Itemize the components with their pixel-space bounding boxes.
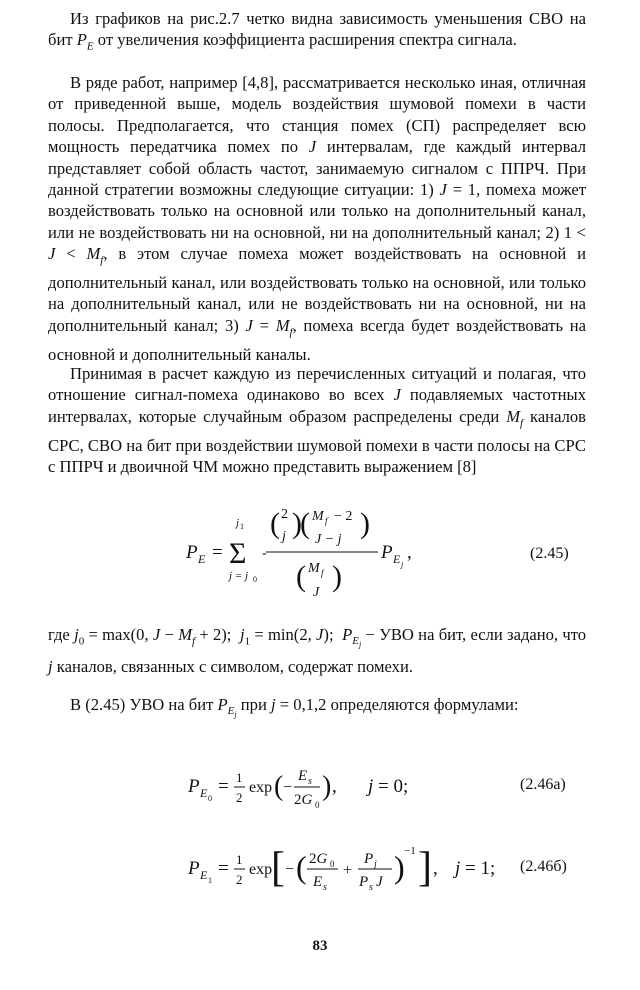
svg-text:1: 1 bbox=[208, 876, 212, 885]
svg-text:P: P bbox=[359, 874, 369, 890]
svg-text:2G: 2G bbox=[294, 792, 313, 808]
svg-text:2: 2 bbox=[236, 790, 243, 805]
svg-text:1: 1 bbox=[236, 852, 243, 867]
svg-text:exp: exp bbox=[249, 779, 273, 796]
svg-text:− 2: − 2 bbox=[334, 509, 353, 524]
svg-text:M: M bbox=[312, 509, 324, 524]
paragraph-5: В (2.45) УВО на бит $P_{E_j}$ при j = 0,1,2 определяются формулами: bbox=[70, 695, 519, 720]
svg-text:P: P bbox=[188, 858, 200, 879]
svg-text:): ) bbox=[292, 507, 302, 540]
svg-text:−: − bbox=[285, 861, 295, 878]
svg-text:2: 2 bbox=[281, 507, 288, 522]
svg-text:E: E bbox=[313, 874, 323, 890]
svg-text:−1: −1 bbox=[404, 845, 416, 857]
svg-text:E: E bbox=[298, 768, 308, 784]
svg-text:2: 2 bbox=[236, 872, 243, 887]
svg-text:): ) bbox=[394, 849, 405, 885]
svg-text:,: , bbox=[433, 858, 438, 879]
paragraph-1: Из графиков на рис.2.7 четко видна зависимость уменьшения СВО на бит $P_E$ от увеличения коэффициента расширения спектра сигнала. bbox=[48, 9, 586, 53]
equation-2-46a-number: (2.46а) bbox=[520, 776, 566, 793]
page-number: 83 bbox=[312, 938, 328, 954]
svg-text:+: + bbox=[343, 862, 353, 879]
equation-2-45-number: (2.45) bbox=[530, 545, 569, 562]
svg-text:=: = bbox=[218, 776, 229, 797]
paragraph-3: Принимая в расчет каждую из перечисленных ситуаций и полагая, что отношение сигнал-помеха одинаково во всех J подавляемых частотных интервалах, которые случайным образом распределены среди $M_f$ каналов СРС, СВО на бит при воздействии шумовой помехи в части полосы на СРС с ППРЧ и двоичной ЧМ можно представить выражением [8] bbox=[48, 364, 586, 476]
svg-text:2G: 2G bbox=[309, 851, 328, 867]
svg-text:[: [ bbox=[271, 845, 285, 891]
svg-text:s: s bbox=[369, 882, 373, 893]
svg-text:f: f bbox=[325, 516, 328, 526]
paragraph-4: где $j_0 = \max(0$, $J - M_f + 2$); $j_1 = \min(2$, J); $P_{E_j}$ − УВО на бит, если задано, что j каналов, связанных с символом, содержат помехи. bbox=[48, 625, 587, 676]
paragraph-2: В ряде работ, например [4,8], рассматривается несколько иная, отличная от приведенной выше, модель воздействия шумовой помехи в части полосы. Предполагается, что станция помех (СП) распределяет всю мощность передатчика помех по J интервалам, где каждый интервал представляет собой область частот, занимаемую сигналом с ППРЧ. При данной стратегии возможны следующие ситуации: 1) J = 1, помеха может воздействовать только на основной или только на дополнительный канал, или не воздействовать ни на основной, ни на дополнительный канал; 2) $1 < J < M_f$, в этом случае помеха может воздействовать на основной и дополнительный канал, или воздействовать только на основной, или только на дополнительный канал, или не воздействовать ни на основной, ни на дополнительный канал; 3) $J = M_f$, помеха всегда будет воздействовать на основной и дополнительный каналы. bbox=[48, 73, 587, 364]
svg-text:P: P bbox=[364, 851, 374, 867]
svg-text:(: ( bbox=[296, 560, 306, 593]
svg-text:j = 1;: j = 1; bbox=[455, 858, 496, 879]
svg-text:): ) bbox=[332, 560, 342, 593]
svg-text:P: P bbox=[381, 542, 393, 563]
svg-text:−: − bbox=[283, 779, 293, 796]
svg-text:j: j bbox=[236, 517, 240, 529]
svg-text:-: - bbox=[262, 546, 267, 561]
svg-text:(: ( bbox=[270, 507, 280, 540]
svg-text:0: 0 bbox=[253, 575, 257, 584]
equation-2-46b-number: (2.46б) bbox=[520, 858, 567, 875]
svg-text:j: j bbox=[401, 560, 404, 569]
svg-text:J − j: J − j bbox=[315, 532, 342, 547]
svg-text:J: J bbox=[313, 585, 320, 600]
svg-text:0: 0 bbox=[208, 794, 212, 803]
svg-text:,: , bbox=[407, 542, 412, 563]
svg-text:Σ: Σ bbox=[229, 537, 247, 570]
svg-text:J: J bbox=[376, 874, 383, 890]
equation-2-46b bbox=[0, 834, 640, 904]
svg-text:s: s bbox=[323, 882, 327, 893]
svg-text:(: ( bbox=[300, 507, 310, 540]
svg-text:E: E bbox=[198, 552, 206, 566]
svg-text:P: P bbox=[186, 542, 198, 563]
svg-text:j = 0;: j = 0; bbox=[368, 776, 409, 797]
svg-text:f: f bbox=[321, 568, 324, 578]
svg-text:M: M bbox=[308, 561, 320, 576]
svg-text:j: j bbox=[282, 529, 286, 544]
svg-text:,: , bbox=[332, 776, 337, 797]
svg-text:0: 0 bbox=[330, 859, 335, 869]
svg-text:=: = bbox=[218, 858, 229, 879]
svg-text:1: 1 bbox=[240, 522, 244, 531]
svg-text:0: 0 bbox=[315, 800, 320, 810]
svg-text:j = j: j = j bbox=[229, 570, 249, 582]
svg-text:s: s bbox=[308, 776, 312, 787]
svg-text:j: j bbox=[374, 859, 377, 870]
svg-text:(: ( bbox=[274, 771, 284, 802]
svg-text:]: ] bbox=[418, 845, 432, 891]
svg-text:E: E bbox=[200, 868, 208, 882]
equation-2-45 bbox=[0, 500, 640, 610]
svg-text:1: 1 bbox=[236, 770, 243, 785]
svg-text:(: ( bbox=[296, 849, 307, 885]
equation-2-46a bbox=[0, 756, 640, 816]
svg-text:): ) bbox=[322, 771, 332, 802]
svg-text:E: E bbox=[200, 786, 208, 800]
svg-text:E: E bbox=[393, 552, 401, 566]
svg-text:exp: exp bbox=[249, 861, 273, 878]
svg-text:P: P bbox=[188, 776, 200, 797]
svg-text:=: = bbox=[212, 542, 223, 563]
svg-text:): ) bbox=[360, 507, 370, 540]
